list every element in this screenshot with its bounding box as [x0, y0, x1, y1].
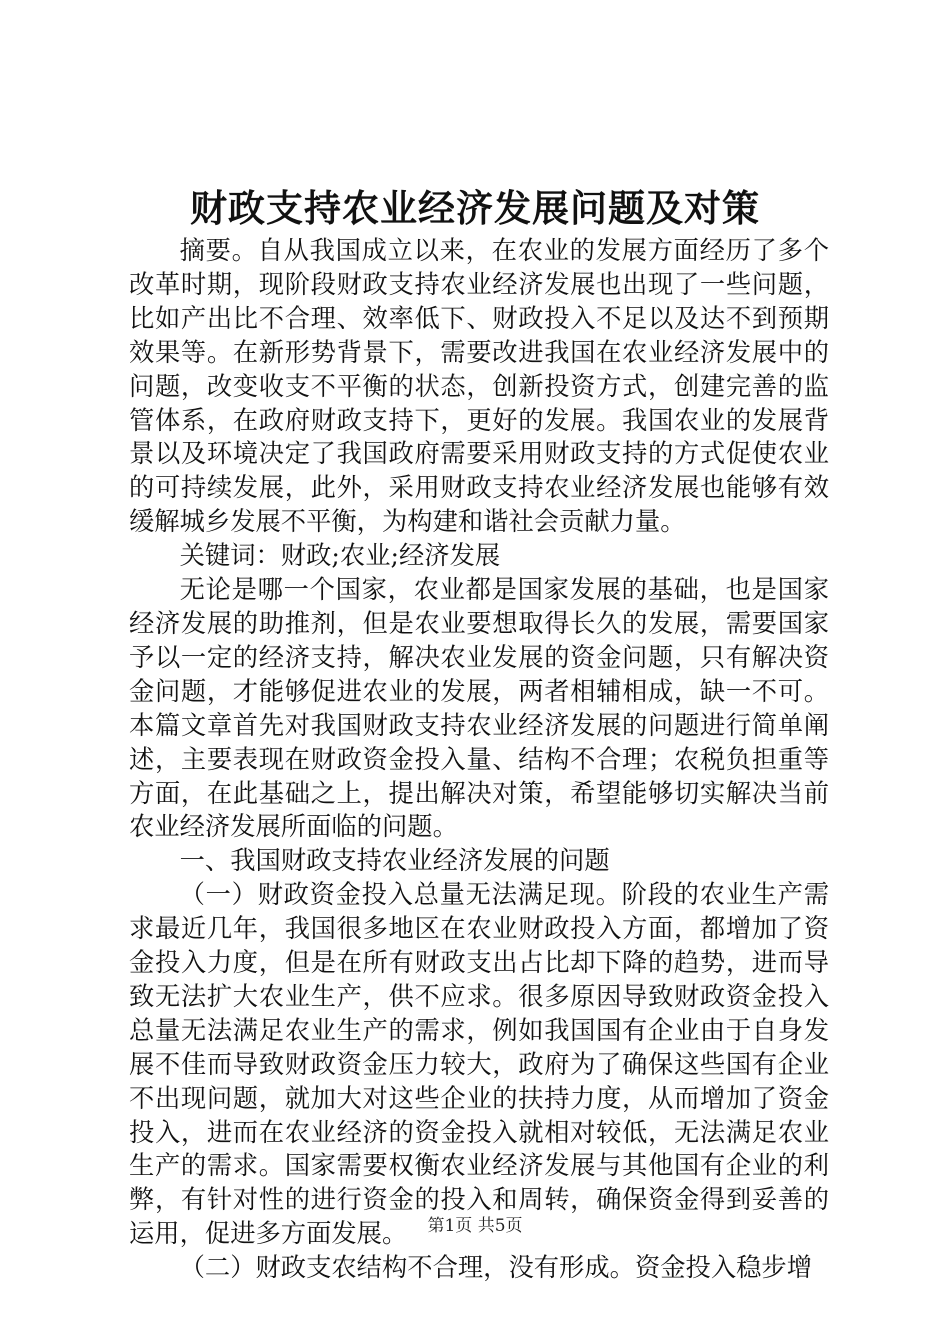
abstract-paragraph: 摘要。自从我国成立以来，在农业的发展方面经历了多个改革时期，现阶段财政支持农业经济发展也出现了一些问题，比如产出比不合理、效率低下、财政投入不足以及达不到预期效果等。在新形势背景下，需要改进我国在农业经济发展中的问题，改变收支不平衡的状态，创新投资方式，创建完善的监管体系，在政府财政支持下，更好的发展。我国农业的发展背景以及环境决定了我国政府需要采用财政支持的方式促使农业的可持续发展，此外，采用财政支持农业经济发展也能够有效缓解城乡发展不平衡，为构建和谐社会贡献力量。	[129, 236, 829, 537]
document-title: 财政支持农业经济发展问题及对策	[190, 186, 760, 230]
section-heading: 一、我国财政支持农业经济发展的问题	[179, 846, 610, 876]
intro-paragraph: 无论是哪一个国家，农业都是国家发展的基础，也是国家经济发展的助推剂，但是农业要想取得长久的发展，需要国家予以一定的经济支持，解决农业发展的资金问题，只有解决资金问题，才能够促进农业的发展，两者相辅相成，缺一不可。本篇文章首先对我国财政支持农业经济发展的问题进行简单阐述，主要表现在财政资金投入量、结构不合理；农税负担重等方面，在此基础之上，提出解决对策，希望能够切实解决当前农业经济发展所面临的问题。	[129, 575, 829, 842]
keywords-paragraph: 关键词：财政;农业;经济发展	[179, 541, 501, 571]
subsection-one-paragraph: （一）财政资金投入总量无法满足现。阶段的农业生产需求最近几年，我国很多地区在农业财政投入方面，都增加了资金投入力度，但是在所有财政支出占比却下降的趋势，进而导致无法扩大农业生产，供不应求。很多原因导致财政资金投入总量无法满足农业生产的需求，例如我国国有企业由于自身发展不佳而导致财政资金压力较大，政府为了确保这些国有企业不出现问题，就加大对这些企业的扶持力度，从而增加了资金投入，进而在农业经济的资金投入就相对较低，无法满足农业生产的需求。国家需要权衡农业经济发展与其他国有企业的利弊，有针对性的进行资金的投入和周转，确保资金得到妥善的运用，促进多方面发展。	[129, 880, 829, 1249]
subsection-two-paragraph: （二）财政支农结构不合理，没有形成。资金投入稳步增	[179, 1253, 813, 1283]
page-number-footer: 第1页 共5页	[427, 1216, 523, 1236]
document-body	[129, 234, 829, 1285]
